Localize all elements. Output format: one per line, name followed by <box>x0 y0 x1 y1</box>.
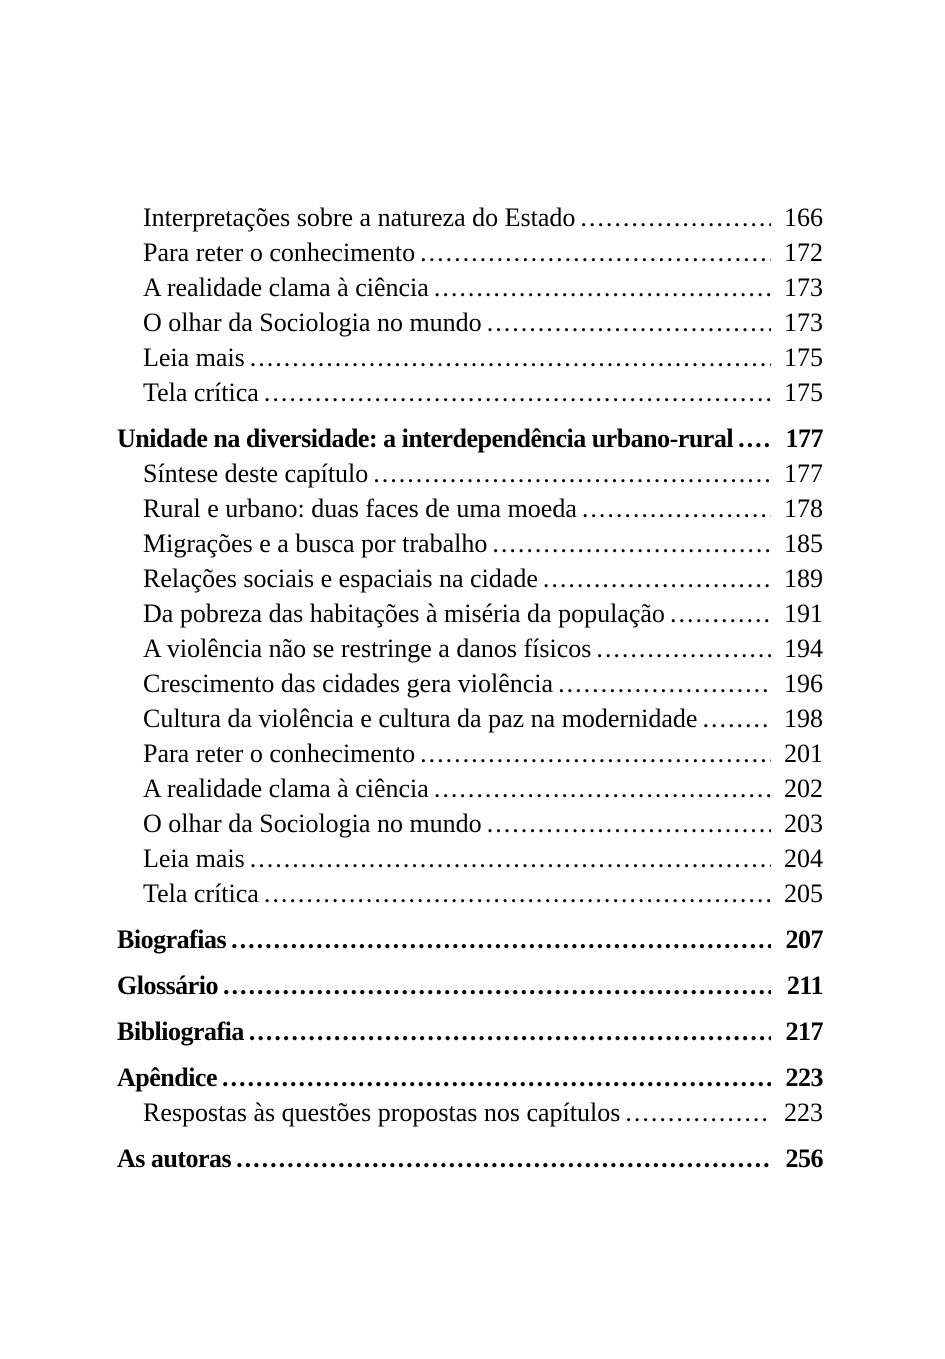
dot-leader <box>373 456 771 491</box>
toc-entry <box>117 841 823 876</box>
toc-entry-label: Biografias <box>117 925 227 954</box>
toc-entry <box>117 771 823 806</box>
toc-entry-label: Bibliografia <box>117 1017 244 1046</box>
toc-entry-page-number: 202 <box>784 774 823 803</box>
toc-entry-label: Rural e urbano: duas faces de uma moeda <box>143 494 577 523</box>
toc-entry-label: As autoras <box>117 1144 232 1173</box>
toc-entry-page-number: 194 <box>784 634 823 663</box>
toc-entry <box>117 922 823 957</box>
toc-entry-page-number: 203 <box>784 809 823 838</box>
toc-entry <box>117 596 823 631</box>
toc-entry <box>117 340 823 375</box>
dot-leader <box>596 631 771 666</box>
toc-entry-page-number: 178 <box>784 494 823 523</box>
toc-entry-page-number: 173 <box>784 273 823 302</box>
toc-entry-label: Crescimento das cidades gera violência <box>143 669 554 698</box>
dot-leader <box>492 526 771 561</box>
toc-entry-label: A realidade clama à ciência <box>143 774 429 803</box>
dot-leader <box>236 1141 771 1176</box>
toc-entry-label: O olhar da Sociologia no mundo <box>143 308 482 337</box>
toc-entry <box>117 305 823 340</box>
dot-leader <box>434 270 771 305</box>
toc-entry-label: Respostas às questões propostas nos capítulos <box>143 1098 621 1127</box>
toc-entry-page-number: 217 <box>785 1017 823 1046</box>
toc-entry <box>117 806 823 841</box>
toc-entry-label: Leia mais <box>143 343 245 372</box>
dot-leader <box>420 235 771 270</box>
toc-entry-page-number: 185 <box>784 529 823 558</box>
dot-leader <box>543 561 771 596</box>
toc-entry-page-number: 189 <box>784 564 823 593</box>
dot-leader <box>223 968 771 1003</box>
dot-leader <box>558 666 771 701</box>
dot-leader <box>434 771 771 806</box>
toc-entry-label: Relações sociais e espaciais na cidade <box>143 564 538 593</box>
toc-entry-label: Tela crítica <box>143 879 259 908</box>
toc-entry-label: Síntese deste capítulo <box>143 459 369 488</box>
dot-leader <box>487 806 771 841</box>
toc-entry-label: Para reter o conhecimento <box>143 238 416 267</box>
toc-entry-label: Para reter o conhecimento <box>143 739 416 768</box>
toc-entry-page-number: 256 <box>785 1144 823 1173</box>
dot-leader <box>670 596 771 631</box>
dot-leader <box>249 1014 771 1049</box>
dot-leader <box>702 701 771 736</box>
toc-entry-page-number: 211 <box>786 971 823 1000</box>
toc-entry-page-number: 196 <box>784 669 823 698</box>
toc-entry-label: A realidade clama à ciência <box>143 273 429 302</box>
toc-entry-page-number: 191 <box>784 599 823 628</box>
toc-entry-page-number: 172 <box>784 238 823 267</box>
toc-entry-label: Interpretações sobre a natureza do Estado <box>143 203 576 232</box>
toc-entry <box>117 876 823 911</box>
toc-entry-page-number: 201 <box>784 739 823 768</box>
toc-entry-page-number: 205 <box>784 879 823 908</box>
dot-leader <box>420 736 771 771</box>
toc-entry <box>117 1095 823 1130</box>
toc-entry-label: Tela crítica <box>143 378 259 407</box>
toc-entry-label: Leia mais <box>143 844 245 873</box>
toc-entry <box>117 491 823 526</box>
dot-leader <box>580 200 771 235</box>
toc-entry-page-number: 175 <box>784 343 823 372</box>
dot-leader <box>264 876 771 911</box>
toc-entry-label: Da pobreza das habitações à miséria da população <box>143 599 665 628</box>
toc-entry-page-number: 204 <box>784 844 823 873</box>
toc-entry <box>117 235 823 270</box>
toc-entry-page-number: 223 <box>784 1098 823 1127</box>
dot-leader <box>625 1095 771 1130</box>
toc-entry <box>117 270 823 305</box>
dot-leader <box>582 491 771 526</box>
toc-entry-page-number: 173 <box>784 308 823 337</box>
toc-entry-page-number: 223 <box>785 1063 823 1092</box>
dot-leader <box>222 1060 771 1095</box>
toc-entry <box>117 736 823 771</box>
toc-entry <box>117 421 823 456</box>
dot-leader <box>250 340 771 375</box>
toc-entry-label: Glossário <box>117 971 218 1000</box>
toc-entry-label: O olhar da Sociologia no mundo <box>143 809 482 838</box>
dot-leader <box>738 421 771 456</box>
dot-leader <box>264 375 771 410</box>
toc-entry <box>117 968 823 1003</box>
toc-entry-label: Cultura da violência e cultura da paz na modernidade <box>143 704 698 733</box>
toc-entry <box>117 375 823 410</box>
toc-entry <box>117 701 823 736</box>
toc-entry-label: A violência não se restringe a danos físicos <box>143 634 592 663</box>
toc-entry-label: Apêndice <box>117 1063 217 1092</box>
toc-entry <box>117 1014 823 1049</box>
toc-entry-page-number: 166 <box>784 203 823 232</box>
toc-entry <box>117 1060 823 1095</box>
toc-entry-label: Unidade na diversidade: a interdependência urbano-rural <box>117 424 734 453</box>
toc-entry <box>117 200 823 235</box>
toc-entry <box>117 526 823 561</box>
toc-entry-page-number: 198 <box>784 704 823 733</box>
toc-entry-page-number: 177 <box>784 459 823 488</box>
toc-entry-page-number: 207 <box>785 925 823 954</box>
dot-leader <box>231 922 771 957</box>
toc-entry <box>117 666 823 701</box>
toc-entry <box>117 561 823 596</box>
toc-entry-page-number: 175 <box>784 378 823 407</box>
toc-entry <box>117 1141 823 1176</box>
dot-leader <box>487 305 771 340</box>
toc-entry <box>117 631 823 666</box>
toc-list <box>117 200 823 1176</box>
toc-entry-page-number: 177 <box>785 424 823 453</box>
toc-entry-label: Migrações e a busca por trabalho <box>143 529 488 558</box>
dot-leader <box>250 841 771 876</box>
toc-entry <box>117 456 823 491</box>
